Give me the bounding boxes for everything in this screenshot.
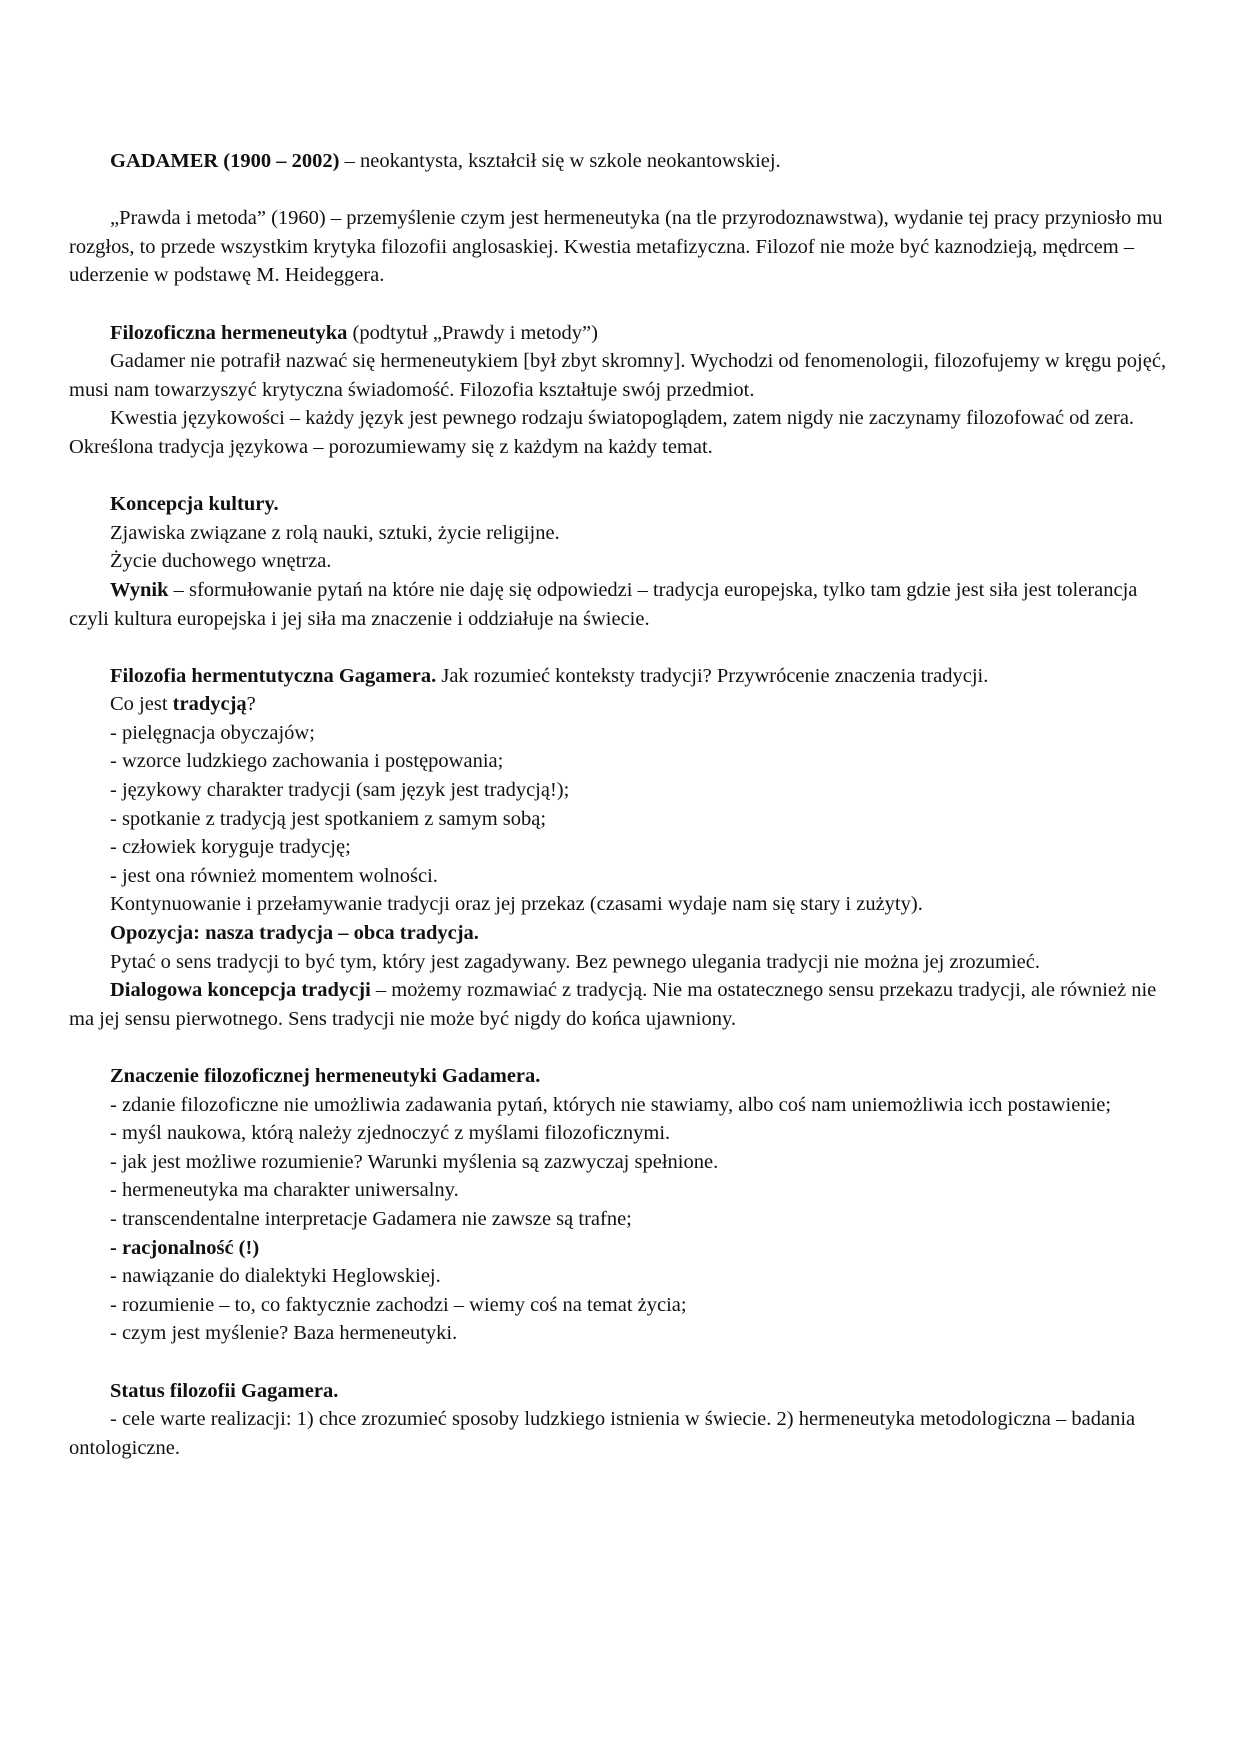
bold-dash: - bbox=[110, 1236, 122, 1259]
kultura-title: Koncepcja kultury. bbox=[110, 493, 279, 516]
list-item: - rozumienie – to, co faktycznie zachodzi – wiemy coś na temat życia; bbox=[110, 1293, 687, 1316]
tradycja-list bbox=[69, 719, 1171, 891]
list-item: - językowy charakter tradycji (sam język jest tradycją!); bbox=[110, 779, 570, 802]
list-item: - zdanie filozoficzne nie umożliwia zadawania pytań, których nie stawiamy, albo coś nam uniemożliwia icch postawienie; bbox=[110, 1093, 1112, 1116]
kultura-line-1: Zjawiska związane z rolą nauki, sztuki, życie religijne. bbox=[110, 521, 560, 544]
status-title: Status filozofii Gagamera. bbox=[110, 1379, 339, 1402]
hermeneutyka-paragraph-1: Gadamer nie potrafił nazwać się hermeneutykiem [był zbyt skromny]. Wychodzi od fenomenologii, filozofujemy w kręgu pojęć, musi nam towarzyszyć krytyczna świadomość. Filozofia kształtuje swój przedmiot. bbox=[69, 350, 1167, 401]
racjonalnosc-label: racjonalność (!) bbox=[121, 1236, 260, 1259]
status-paragraph: - cele warte realizacji: 1) chce zrozumieć sposoby ludzkiego istnienia w świecie. 2) hermeneutyka metodologiczna – badania ontologiczne. bbox=[69, 1408, 1136, 1459]
hermeneutyka-heading bbox=[69, 319, 1171, 348]
znaczenie-list bbox=[69, 1091, 1171, 1348]
tradycja-question-prefix: Co jest bbox=[110, 693, 173, 716]
list-item: - czym jest myślenie? Baza hermeneutyki. bbox=[110, 1322, 458, 1345]
wynik-text: – sformułowanie pytań na które nie daję się odpowiedzi – tradycja europejska, tylko tam gdzie jest siła jest tolerancja czyli kultura europejska i jej siła ma znaczenie i oddziałuje na świecie. bbox=[69, 578, 1138, 630]
hermeneutyka-subtitle: (podtytuł „Prawdy i metody”) bbox=[347, 321, 598, 344]
wynik-label: Wynik bbox=[110, 578, 169, 601]
znaczenie-heading bbox=[69, 1062, 1171, 1091]
wynik-paragraph bbox=[69, 576, 1171, 633]
list-item: - jest ona również momentem wolności. bbox=[110, 864, 438, 887]
kultura-heading bbox=[69, 490, 1171, 519]
opozycja-heading bbox=[69, 919, 1171, 948]
tradycja-question-bold: tradycją bbox=[172, 693, 247, 716]
status-heading bbox=[69, 1377, 1171, 1406]
intro-text: – neokantysta, kształcił się w szkole neokantowskiej. bbox=[339, 150, 781, 172]
list-item: - pielęgnacja obyczajów; bbox=[110, 721, 315, 744]
list-item: - nawiązanie do dialektyki Heglowskiej. bbox=[110, 1265, 441, 1288]
tradycja-text: Jak rozumieć konteksty tradycji? Przywrócenie znaczenia tradycji. bbox=[436, 664, 989, 687]
pytac-paragraph: Pytać o sens tradycji to być tym, który jest zagadywany. Bez pewnego ulegania tradycji nie można jej zrozumieć. bbox=[110, 950, 1040, 973]
dialogowa-paragraph bbox=[69, 976, 1171, 1033]
dialogowa-text: – możemy rozmawiać z tradycją. Nie ma ostatecznego sensu przekazu tradycji, ale również nie ma jej sensu pierwotnego. Sens tradycji nie może być nigdy do końca ujawniony. bbox=[69, 979, 1157, 1030]
list-item: - człowiek koryguje tradycję; bbox=[110, 836, 351, 859]
opozycja-title: Opozycja: nasza tradycja – obca tradycja. bbox=[110, 922, 479, 945]
tradycja-question bbox=[69, 690, 1171, 719]
list-item-bold bbox=[69, 1234, 1171, 1263]
tradycja-title: Filozofia hermentutyczna Gagamera. bbox=[110, 664, 437, 687]
kontynuowanie-paragraph: Kontynuowanie i przełamywanie tradycji oraz jej przekaz (czasami wydaje nam się stary i zużyty). bbox=[110, 893, 923, 916]
znaczenie-title: Znaczenie filozoficznej hermeneutyki Gadamera. bbox=[110, 1065, 541, 1087]
hermeneutyka-title: Filozoficzna hermeneutyka bbox=[110, 321, 348, 344]
intro-title: GADAMER (1900 – 2002) bbox=[110, 150, 340, 172]
kultura-line-2: Życie duchowego wnętrza. bbox=[110, 550, 332, 573]
list-item: - hermeneutyka ma charakter uniwersalny. bbox=[110, 1179, 459, 1202]
dialogowa-label: Dialogowa koncepcja tradycji bbox=[110, 979, 371, 1002]
list-item: - transcendentalne interpretacje Gadamera nie zawsze są trafne; bbox=[110, 1207, 632, 1230]
list-item: - wzorce ludzkiego zachowania i postępowania; bbox=[110, 750, 504, 773]
prawda-i-metoda-paragraph: „Prawda i metoda” (1960) – przemyślenie czym jest hermeneutyka (na tle przyrodoznawstwa), wydanie tej pracy przyniosło mu rozgłos, to przede wszystkim krytyka filozofii anglosaskiej. Kwestia metafizyczna. Filozof nie może być kaznodzieją, mędrcem – uderzenie w podstawę M. Heideggera. bbox=[69, 207, 1163, 287]
tradycja-heading-paragraph bbox=[69, 662, 1171, 691]
list-item: - jak jest możliwe rozumienie? Warunki myślenia są zazwyczaj spełnione. bbox=[110, 1150, 719, 1173]
list-item: - myśl naukowa, którą należy zjednoczyć z myślami filozoficznymi. bbox=[110, 1122, 671, 1145]
hermeneutyka-paragraph-2: Kwestia językowości – każdy język jest pewnego rodzaju światopoglądem, zatem nigdy nie zaczynamy filozofować od zera. Określona tradycja językowa – porozumiewamy się z każdym na każdy temat. bbox=[69, 407, 1135, 458]
tradycja-question-suffix: ? bbox=[246, 693, 256, 716]
intro-paragraph bbox=[69, 147, 1171, 176]
document-page bbox=[69, 147, 1171, 1462]
list-item: - spotkanie z tradycją jest spotkaniem z samym sobą; bbox=[110, 807, 547, 830]
